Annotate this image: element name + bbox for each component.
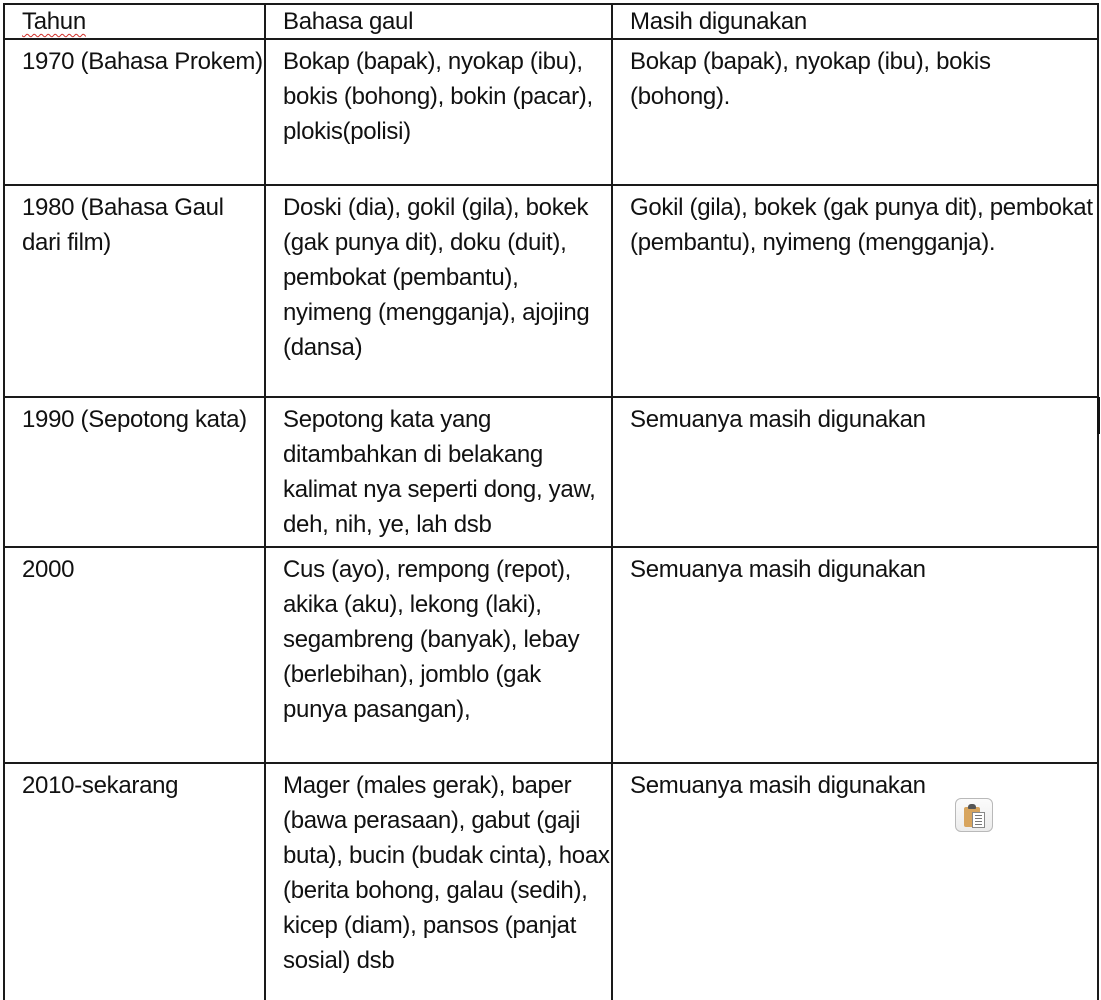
cell-masih-digunakan[interactable] xyxy=(612,763,1098,1000)
cell-text: 1970 (Bahasa Prokem) xyxy=(22,48,263,75)
cell-text: Bokap (bapak), nyokap (ibu), bokis (bohong). xyxy=(630,48,991,110)
cell-bahasa-gaul[interactable] xyxy=(265,763,612,1000)
paste-options-button[interactable] xyxy=(955,798,993,832)
cell-text: Semuanya masih digunakan xyxy=(630,772,926,799)
cell-tahun[interactable] xyxy=(4,763,265,1000)
cell-text: 2000 xyxy=(22,556,75,583)
table-row xyxy=(4,185,1098,397)
cell-masih-digunakan[interactable] xyxy=(612,185,1098,397)
cell-text: 2010-sekarang xyxy=(22,772,179,799)
cell-masih-digunakan[interactable] xyxy=(612,547,1098,763)
table-row xyxy=(4,39,1098,185)
cell-bahasa-gaul[interactable] xyxy=(265,185,612,397)
cell-text: Doski (dia), gokil (gila), bokek (gak punya dit), doku (duit), pembokat (pembantu), nyimeng (mengganja), ajojing (dansa) xyxy=(283,194,590,361)
cell-text: Semuanya masih digunakan xyxy=(630,406,926,433)
cell-text: 1990 (Sepotong kata) xyxy=(22,406,247,433)
table-row xyxy=(4,547,1098,763)
header-label: Tahun xyxy=(22,8,86,35)
cell-masih-digunakan[interactable] xyxy=(612,397,1098,547)
header-label: Bahasa gaul xyxy=(283,8,414,35)
header-cell-tahun[interactable] xyxy=(4,4,265,39)
header-label: Masih digunakan xyxy=(630,8,807,35)
cell-text: Gokil (gila), bokek (gak punya dit), pembokat (pembantu), nyimeng (mengganja). xyxy=(630,194,1093,256)
cell-tahun[interactable] xyxy=(4,39,265,185)
cell-text: Cus (ayo), rempong (repot), akika (aku), lekong (laki), segambreng (banyak), lebay (berlebihan), jomblo (gak punya pasangan), xyxy=(283,556,580,723)
cell-text: Bokap (bapak), nyokap (ibu), bokis (bohong), bokin (pacar), plokis(polisi) xyxy=(283,48,593,145)
cell-bahasa-gaul[interactable] xyxy=(265,397,612,547)
cell-text: Sepotong kata yang ditambahkan di belakang kalimat nya seperti dong, yaw, deh, nih, ye, lah dsb xyxy=(283,406,596,538)
cell-text: Mager (males gerak), baper (bawa perasaan), gabut (gaji buta), bucin (budak cinta), hoax (berita bohong, galau (sedih), kicep (diam), pansos (panjat sosial) dsb xyxy=(283,772,610,974)
cell-text: 1980 (Bahasa Gaul dari film) xyxy=(22,194,224,256)
table-row xyxy=(4,397,1098,547)
cell-masih-digunakan[interactable] xyxy=(612,39,1098,185)
cell-tahun[interactable] xyxy=(4,397,265,547)
header-cell-masih-digunakan[interactable] xyxy=(612,4,1098,39)
cell-bahasa-gaul[interactable] xyxy=(265,39,612,185)
header-cell-bahasa-gaul[interactable] xyxy=(265,4,612,39)
cell-tahun[interactable] xyxy=(4,547,265,763)
table-row xyxy=(4,763,1098,1000)
text-insertion-cursor xyxy=(1097,397,1100,434)
cell-tahun[interactable] xyxy=(4,185,265,397)
cell-text: Semuanya masih digunakan xyxy=(630,556,926,583)
slang-history-table xyxy=(3,3,1099,1000)
cell-bahasa-gaul[interactable] xyxy=(265,547,612,763)
table-header-row xyxy=(4,4,1098,39)
